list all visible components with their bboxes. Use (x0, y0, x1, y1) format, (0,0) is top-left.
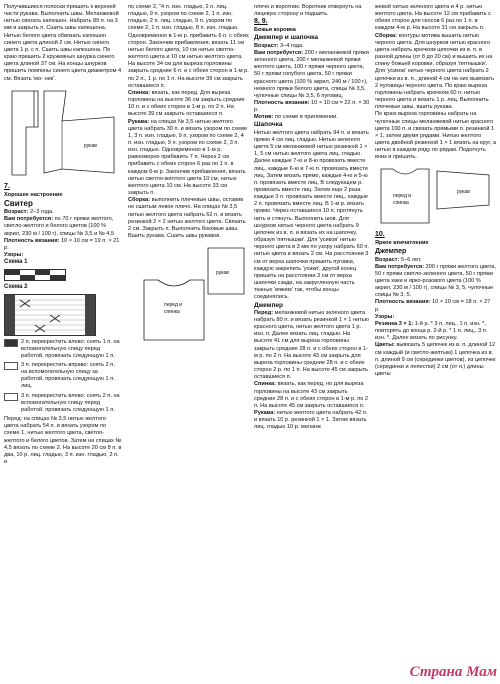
drawing-label: рукав (457, 189, 470, 196)
body-text: по схеме 2, "4 п. изн. гладью, 2 п. лиц. гладью, 9 п. узором по схеме 2, 1 п. изн. гладью, 2 п. лиц. гладью, 9 п. узором по схеме 2, 1 п. изн. гладью, 8 п. изн. гладью. Одновременно в 1-м р. прибавить 6 п. с обеих сторон. Закончив прибавления, вязать 11 см нитью белого цвета, 10 см нитью светло-желтого цвета и 10 см нитью желтого цвета. На высоте 34 см для выреза горловины закрыть средние 6 п. и с обеих сторон в 1-м р. по 2 п., 1 р. по 1 п. На высоте 39 см закрыть оставшиеся п. (128, 4, 249, 89)
section-number: 7. (4, 182, 10, 190)
legend-item: 3 п. перекрестить влево: снять 2 п. на вспомогательную спицу перед работой, провязать следующую 1 п. (4, 393, 122, 414)
scheme-1-grid (4, 269, 66, 281)
body-text: По краю выреза горловины набрать на чулочные спицы меланжевой нитью красного цвета 100 п. и связать прямыми п. резинкой 1 × 1, затем двумя рядами. Нитью желтого цвета двойной резинкой 1 × 1 вязать на круг, а нитью в каждом ряду по рядам. Подогнуть вниз и пришить. (375, 111, 496, 161)
pattern-label: Цветы: (375, 342, 395, 349)
materials-text: 200 г меланжевой пряжи зеленого цвета, 200 г меланжевой пряжи желтого цвета, 100 г пряжи черного цвета, 50 г пряжи голубого цвета, 50 г пряжи красного цвета (100 % акрил, 240 м / 100 г), немного пряжи белого цвета, спицы № 3,5, чулочные спицы № 3,5, 6 пуговиц. (254, 49, 369, 99)
section-subtitle: Яркое впечатление (375, 240, 429, 247)
body-text: вязать, как перед. Для выреза горловины на высоте 36 см закрыть средние 10 п. и с обеих сторон в 1-м р. по 2 п. На высоте 39 см закрыть оставшиеся п. (128, 89, 245, 118)
age-label: Возраст: (254, 42, 279, 49)
section-title: Джемпер (375, 247, 407, 255)
part-label: Перед: (254, 309, 274, 316)
materials-label: Вам потребуется: (254, 49, 304, 56)
body-text: на спицах № 3,5 нитью желтого цвета набрать 30 п. и вязать узором по схеме 1, 3 п. изн. гладью, 9 п. узором по схеме 2, 4 п. изн. гладью, 9 п. узором по схеме 2, 3 п. изн. гладью. Одновременно в 1-м р. равномерно прибавить 7 п. Через 2 см прибавить с обеих сторон 6 раз по 1 п. в каждом 6-м р. Закончив прибавления, вязать нитью светло-желтого цвета 10 см, нитью желтого цвета 10 см. На высоте 33 см закрыть п. (128, 118, 248, 197)
subsection-title: Джемпер (254, 301, 284, 309)
part-label: Спинка: (254, 381, 277, 388)
part-label: Сборка: (128, 197, 151, 204)
jumper-schematic (375, 165, 495, 227)
scheme-2-grid (4, 294, 96, 336)
subsection-title: Шапочка (254, 121, 283, 129)
body-text: вязать, как перед, но для выреза горловины на высоте 43 см закрыть средние 28 п. и с обеих сторон в 1-м р. по 2 п. На высоте 45 см закрыть оставшиеся п. (254, 381, 369, 409)
density-label: Плотность вязания: (375, 299, 431, 306)
age-value: 3–4 года. (279, 42, 304, 49)
legend-swatch (4, 362, 18, 370)
materials-label: Вам потребуется: (4, 216, 54, 223)
body-text: 1-й р. * 3 п. лиц., 1 п. изн. *, повторять до конца р. 2-й р. * 1 п. лиц., 3 п. изн. *. Далее вязать по рисунку. (375, 320, 488, 342)
patterns-label: Узоры: (4, 252, 24, 258)
density-text: 10 × 10 см = 22 п. × 30 р. (254, 99, 370, 114)
column-4 (375, 4, 496, 378)
part-label: Сборка: (375, 32, 398, 39)
drawing-label: спинка (393, 200, 409, 207)
body-text: контуры мотива вышить нитью черного цвета. Для шнурков нитью красного цвета набрать крючком цепочки из в. п. в разной длины (от 8 до 20 см) и вышить их на спину божьей коровки, образуя 'пятнышки'. Для 'усиков' нитью черного цвета набрать 2 цепочки из в. п., длиной 4 см на них вывязать 2 пуговицы черного цвета. По краю выреза горловины набрать крючком 60 п. нитью черного цвета и вязать 1 р. лиц. Выполнить плечевые швы, вшить рукава. (375, 32, 494, 111)
motif-text: по схеме в приложении. (274, 114, 338, 121)
body-text: жевой нитью зеленого цвета и 4 р. нитью желтого цвета. На высоте 12 см прибавить с обеих сторон для скосов 6 раз по 1 п. в каждом 4-м р. На высоте 31 см закрыть п. (375, 4, 491, 32)
section-title: Джемпер и шапочка (254, 34, 319, 42)
drawing-label: спинка (164, 309, 180, 316)
scheme-1-title: Схема 1 (4, 259, 28, 266)
scheme-2-title: Схема 2 (4, 283, 28, 290)
section-number: 10. (375, 231, 385, 239)
part-label: Рукава: (128, 118, 150, 125)
site-logo: Страна Мам (409, 664, 497, 680)
legend-item: 2 п. перекрестить влево: снять 1 п. на вспомогательную спицу перед работой, провязать следующую 1 п. (4, 339, 122, 360)
body-text: Перед: на спицах № 3,5 нитью желтого цвета набрать 54 п. и вязать узором по схеме 1, нитью желтого цвета, светло-желтого и белого цветов. Затем на спицах № 4,5 вязать по схеме 2. На высоте 20 см 8 п. в два, 10 р. лиц. гладью, 3 п. изн. гладью, 2 п. и (4, 416, 122, 465)
density-label: Плотность вязания: (254, 99, 310, 106)
section-subtitle: Хорошее настроение (4, 191, 63, 198)
materials-text: по 70 г пряжи желтого, светло-желтого и белого цветов (100 % акрил, 230 м / 100 г), спицы № 3,5 и № 4,5 (4, 216, 115, 237)
legend-item: 3 п. перекрестить вправо: снять 2 п. на вспомогательную спицу за работой, провязать следующую 1 п. лиц. (4, 362, 122, 391)
materials-label: Вам потребуется: (375, 263, 425, 270)
hood-sleeve-schematic (4, 87, 122, 179)
legend-swatch (4, 339, 18, 347)
drawing-label: перед и (164, 302, 183, 309)
density-text: 10 × 10 см = 18 п. × 27 р. (375, 299, 491, 313)
drawing-label: перед и (393, 193, 412, 200)
body-text: вывязать 5 цепочек из в. п. длиной 12 см каждый (и светло-желтым) 1 цепочка из в. п. длиной 9 см (серединки цветов), из цепочек (серединки и лепестки) 2 см (от п.) длины цветы (375, 342, 496, 377)
pattern-label: Резинка 3 × 1: (375, 320, 414, 327)
part-label: Спинка: (128, 89, 151, 96)
column-2 (128, 4, 249, 348)
age-value: 2–3 года. (29, 209, 54, 216)
legend-swatch (4, 393, 18, 401)
materials-text: 200 г пряжи желтого цвета, 50 г пряжи светло-зеленого цвета, 50 г пряжи цвета хаки и ярко-розового цвета (100 % акрил, 230 м / 100 г), спицы № 3, 5, чулочные спицы № 3, 5. (375, 263, 496, 299)
body-text: выполнить плечевые швы, оставив не сшитым левое плечо. На спицах № 3,5 нитью желтого цвета набрать 62 п. и вязать резинкой 2 × 2 нитью желтого цвета. Связать 2 см. Закрыть п. Выполнить боковые швы. Вшить рукава. Сшить швы рукавов. (128, 197, 246, 239)
section-number: 8, 9. (254, 18, 268, 26)
column-1 (4, 4, 122, 466)
column-3 (254, 4, 370, 431)
motif-label: Мотив: (254, 114, 274, 121)
density-text: 10 × 10 см = 19 п. × 21 р. (4, 237, 120, 251)
section-title: Свитер (4, 198, 33, 208)
body-text: нитью желтого цвета набрать 42 п. и вязать 10 р. резинкой 1 × 1. Затем вязать лиц. гладью 10 р. меланж (254, 410, 368, 431)
body-text: Нитью желтого цвета набрать 94 п. и вязать прямо 4 см лиц. гладью. Нитью зеленого цвета 5 см меланжевой нитью резинкой 1 × 1, 5 см нитью желтого цвета лиц. гладью. Далее каждые 7-ю и 8-ю провязать вместе лиц., каждые 6-ю и 7-ю п. провязать вместе лиц. Затем вязать прямо, каждые 4-ю и 5-ю п. провязать вместе лиц. В следующем р. провязать вместе лиц. Затем еще 2 раза каждые 3 п. провязать вместе лиц., каждые 2 п. провязать вместе лиц. В 1-м р. вязать прямо. Через оставшиеся 10 п. протянуть нить и стянуть. Выполнить шов. Для шнурков нитью черного цвета набрать 9 цепочек из в. п. и вязать их на шапочку, образуя 'пятнышки'. Для 'усиков' нитью черного цвета в 3 мм по узору набрать 60 п. нитью цвета и вязать 2 см. На расстоянии 3 см от верха шапочки пришить пуговки, каждую закрепить 'усики', другой конец пришить на расстоянии 3 см от верха шапочки сзади, на закругленную часть тканью 'вяжем' так, чтобы концы соединялись. (254, 129, 369, 301)
patterns-label: Узоры: (375, 313, 395, 320)
body-text: плечо и воротник. Воротник отвернуть на лицевую сторону и подшить. (254, 4, 362, 18)
body-text: Получившиеся полоски пришить к верхней части рукава. Выполнить швы. Меланжевой нитью связать капюшон. Набрать 89 п. на 3 мм и закрыть п. Сшить швы капюшона. Нитью белого цвета обвязать капюшон синего цвета длиной 2 см. Нитью синего цвета 1 р. с п. Сшить швы капюшона. По краю пришить 2 кружевных шнурка синего цвета длиной 37 см. На концы шнурков пришить помпоны синего цвета диаметром 4 см. Вязать 'мо- ник'. (4, 4, 122, 82)
drawing-label: рукав (216, 270, 229, 277)
section-subtitle: Божья коровка (254, 27, 296, 34)
sweater-schematic (128, 244, 248, 344)
drawing-label: рукав (84, 142, 97, 149)
body-text: меланжевой нитью зеленого цвета набрать 80 п. и вязать резинкой 1 × 1 нитью красного цвета, нитью желтого цвета 1 р. изн. п. Далее вязать лиц. гладью. На высоте 41 см для выреза горловины закрыть средние 28 п. и с обеих сторон в 1-м р. по 2 п. На высоте 43 см закрыть для выреза горловины средние 28 п. и с обеих сторон 2 р. по 1 п. На высоте 45 см закрыть оставшиеся п. (254, 309, 369, 381)
age-label: Возраст: (375, 256, 400, 263)
density-label: Плотность вязания: (4, 237, 60, 244)
age-label: Возраст: (4, 209, 29, 216)
age-value: 5–6 лет. (400, 256, 422, 263)
part-label: Рукава: (254, 410, 276, 417)
